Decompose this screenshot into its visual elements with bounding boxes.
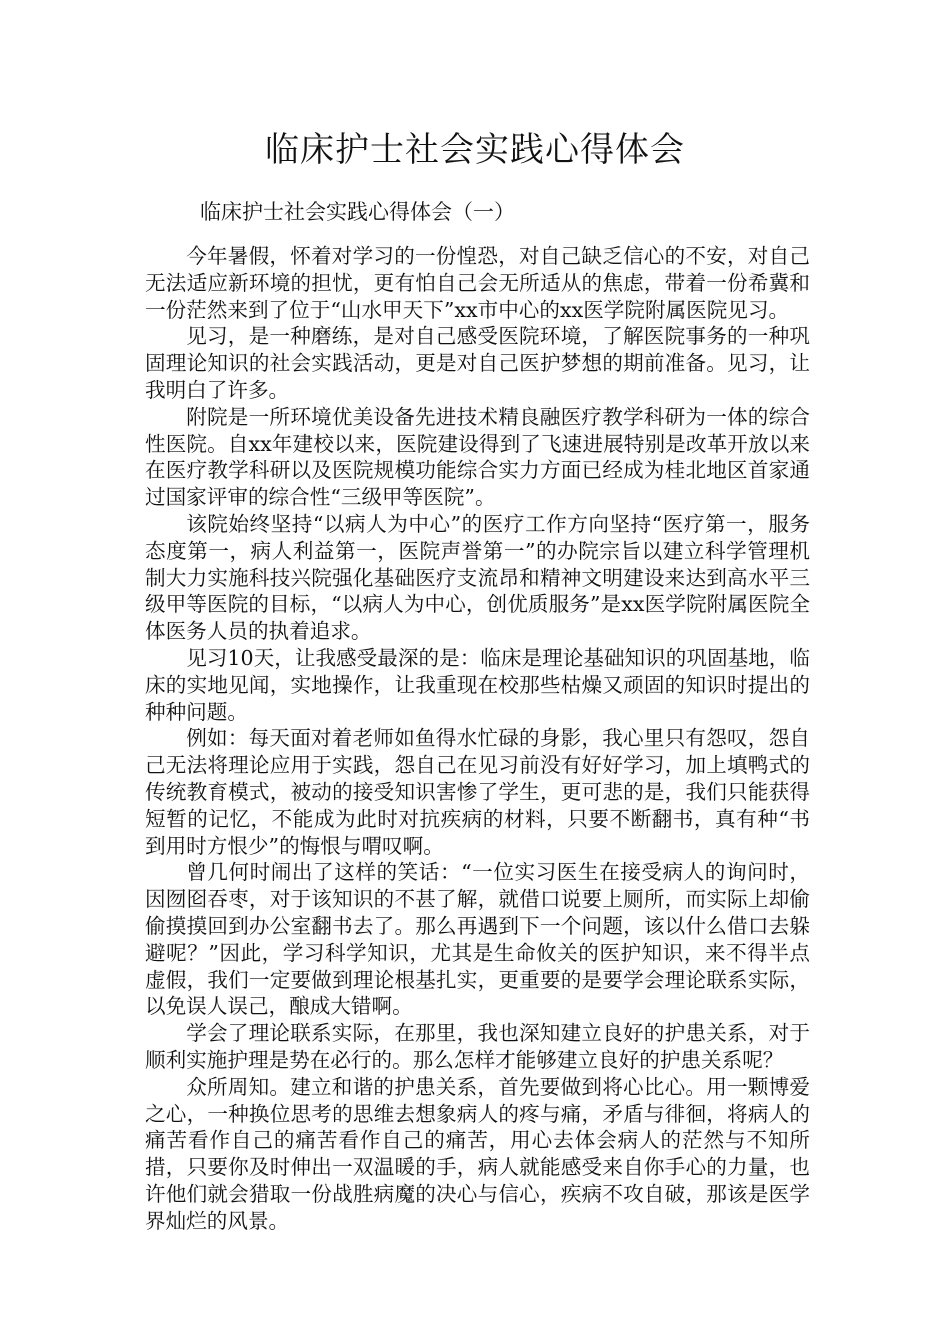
paragraph: 见习，是一种磨练，是对自己感受医院环境，了解医院事务的一种巩固理论知识的社会实践活动，更是对自己医护梦想的期前准备。见习，让我明白了许多。 xyxy=(145,324,810,402)
document-subtitle: 临床护士社会实践心得体会（一） xyxy=(200,200,515,224)
paragraph: 学会了理论联系实际，在那里，我也深知建立良好的护患关系，对于顺利实施护理是势在必行的。那么怎样才能够建立良好的护患关系呢？ xyxy=(145,1021,810,1072)
paragraph: 例如：每天面对着老师如鱼得水忙碌的身影，我心里只有怨叹，怨自己无法将理论应用于实践，怨自己在见习前没有好好学习，加上填鸭式的传统教育模式，被动的接受知识害惨了学生，更可悲的是，我们只能获得短暂的记忆，不能成为此时对抗疾病的材料，只要不断翻书，真有种“书到用时方恨少”的悔恨与喟叹啊。 xyxy=(145,726,810,858)
paragraph: 众所周知。建立和谐的护患关系，首先要做到将心比心。用一颗博爱之心，一种换位思考的思维去想象病人的疼与痛，矛盾与徘徊，将病人的痛苦看作自己的痛苦看作自己的痛苦，用心去体会病人的茫然与不知所措，只要你及时伸出一双温暖的手，病人就能感受来自你手心的力量，也许他们就会猎取一份战胜病魔的决心与信心，疾病不攻自破，那该是医学界灿烂的风景。 xyxy=(145,1074,810,1233)
paragraph: 曾几何时闹出了这样的笑话：“一位实习医生在接受病人的询问时，因囫囵吞枣，对于该知识的不甚了解，就借口说要上厕所，而实际上却偷偷摸摸回到办公室翻书去了。那么再遇到下一个问题，该以什么借口去躲避呢？”因此，学习科学知识，尤其是生命攸关的医护知识，来不得半点虚假，我们一定要做到理论根基扎实，更重要的是要学会理论联系实际，以免误人误己，酿成大错啊。 xyxy=(145,860,810,1019)
document-title: 临床护士社会实践心得体会 xyxy=(265,130,685,170)
paragraph: 见习10天，让我感受最深的是：临床是理论基础知识的巩固基地，临床的实地见闻，实地操作，让我重现在校那些枯燥又顽固的知识时提出的种种问题。 xyxy=(145,645,810,724)
paragraph: 该院始终坚持“以病人为中心”的医疗工作方向坚持“医疗第一，服务态度第一，病人利益第一，医院声誉第一”的办院宗旨以建立科学管理机制大力实施科技兴院强化基础医疗支流昂和精神文明建设来达到高水平三级甲等医院的目标，“以病人为中心，创优质服务”是xx医学院附属医院全体医务人员的执着追求。 xyxy=(145,511,810,644)
document-body xyxy=(145,243,810,1234)
paragraph: 附院是一所环境优美设备先进技术精良融医疗教学科研为一体的综合性医院。自xx年建校以来，医院建设得到了飞速进展特别是改革开放以来在医疗教学科研以及医院规模功能综合实力方面已经成为桂北地区首家通过国家评审的综合性“三级甲等医院”。 xyxy=(145,404,810,510)
paragraph: 今年暑假，怀着对学习的一份惶恐，对自己缺乏信心的不安，对自己无法适应新环境的担忧，更有怕自己会无所适从的焦虑，带着一份希冀和一份茫然来到了位于“山水甲天下”xx市中心的xx医学院附属医院见习。 xyxy=(145,244,810,322)
